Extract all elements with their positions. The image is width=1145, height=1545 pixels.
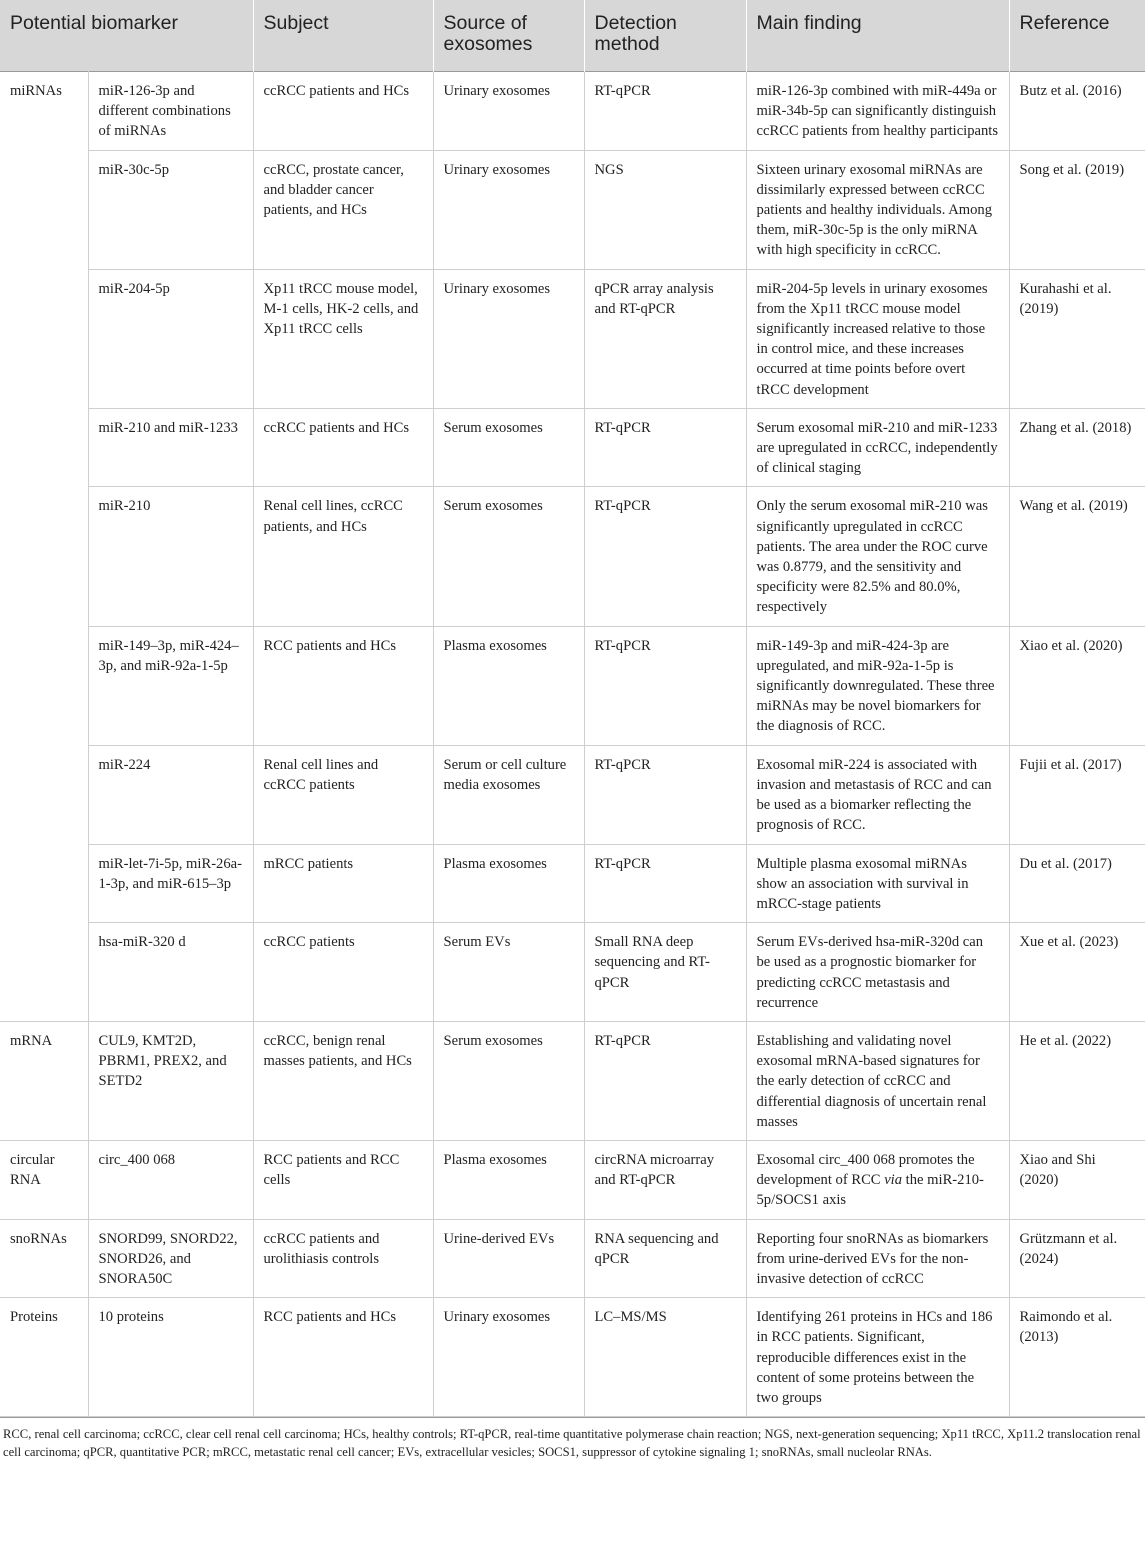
reference-cell: Xiao et al. (2020) xyxy=(1009,626,1145,745)
finding-cell: miR-204-5p levels in urinary exosomes from the Xp11 tRCC mouse model significantly increased relative to those in control mice, and these increases occurred at time points before overt tRCC development xyxy=(746,269,1009,408)
source-cell: Serum exosomes xyxy=(433,408,584,487)
finding-cell: miR-126-3p combined with miR-449a or miR-34b-5p can significantly distinguish ccRCC patients from healthy participants xyxy=(746,72,1009,151)
reference-cell: Song et al. (2019) xyxy=(1009,150,1145,269)
subject-cell: mRCC patients xyxy=(253,844,433,923)
biomarker-cell: miR-30c-5p xyxy=(88,150,253,269)
table-row xyxy=(0,1298,1145,1417)
subject-cell: ccRCC, prostate cancer, and bladder cancer patients, and HCs xyxy=(253,150,433,269)
source-cell: Urinary exosomes xyxy=(433,72,584,151)
subject-cell: RCC patients and HCs xyxy=(253,1298,433,1417)
reference-cell: Xue et al. (2023) xyxy=(1009,923,1145,1022)
biomarker-cell: miR-224 xyxy=(88,745,253,844)
reference-cell: Butz et al. (2016) xyxy=(1009,72,1145,151)
biomarker-cell: circ_400 068 xyxy=(88,1140,253,1219)
category-cell: miRNAs xyxy=(0,72,88,151)
category-cell xyxy=(0,923,88,1022)
reference-cell: Kurahashi et al. (2019) xyxy=(1009,269,1145,408)
method-cell: RT-qPCR xyxy=(584,745,746,844)
method-cell: Small RNA deep sequencing and RT-qPCR xyxy=(584,923,746,1022)
reference-cell: He et al. (2022) xyxy=(1009,1021,1145,1140)
table-row xyxy=(0,745,1145,844)
biomarker-cell: miR-149–3p, miR-424–3p, and miR-92a-1-5p xyxy=(88,626,253,745)
biomarker-cell: hsa-miR-320 d xyxy=(88,923,253,1022)
reference-cell: Wang et al. (2019) xyxy=(1009,487,1145,626)
header-subject: Subject xyxy=(253,0,433,72)
category-cell xyxy=(0,844,88,923)
finding-text-pre: Exosomal circ_400 068 promotes the development of RCC xyxy=(756,1151,975,1189)
table-row xyxy=(0,844,1145,923)
table-row xyxy=(0,1219,1145,1298)
table-row xyxy=(0,269,1145,408)
category-cell: Proteins xyxy=(0,1298,88,1417)
category-cell xyxy=(0,626,88,745)
table-row xyxy=(0,1021,1145,1140)
reference-cell: Zhang et al. (2018) xyxy=(1009,408,1145,487)
finding-cell: miR-149-3p and miR-424-3p are upregulated, and miR-92a-1-5p is significantly downregulated. These three miRNAs may be novel biomarkers for the diagnosis of RCC. xyxy=(746,626,1009,745)
category-cell xyxy=(0,408,88,487)
finding-cell: Establishing and validating novel exosomal mRNA-based signatures for the early detection of ccRCC and differential diagnosis of uncertain renal masses xyxy=(746,1021,1009,1140)
biomarker-cell: SNORD99, SNORD22, SNORD26, and SNORA50C xyxy=(88,1219,253,1298)
table-row xyxy=(0,626,1145,745)
source-cell: Urinary exosomes xyxy=(433,269,584,408)
method-cell: circRNA microarray and RT-qPCR xyxy=(584,1140,746,1219)
subject-cell: ccRCC patients xyxy=(253,923,433,1022)
subject-cell: RCC patients and RCC cells xyxy=(253,1140,433,1219)
method-cell: qPCR array analysis and RT-qPCR xyxy=(584,269,746,408)
finding-cell: Reporting four snoRNAs as biomarkers from urine-derived EVs for the non-invasive detection of ccRCC xyxy=(746,1219,1009,1298)
category-cell: circular RNA xyxy=(0,1140,88,1219)
source-cell: Urinary exosomes xyxy=(433,1298,584,1417)
subject-cell: ccRCC patients and HCs xyxy=(253,72,433,151)
table-row xyxy=(0,1140,1145,1219)
reference-cell: Xiao and Shi (2020) xyxy=(1009,1140,1145,1219)
finding-cell: Serum exosomal miR-210 and miR-1233 are upregulated in ccRCC, independently of clinical staging xyxy=(746,408,1009,487)
biomarker-cell: CUL9, KMT2D, PBRM1, PREX2, and SETD2 xyxy=(88,1021,253,1140)
subject-cell: ccRCC patients and HCs xyxy=(253,408,433,487)
subject-cell: Renal cell lines and ccRCC patients xyxy=(253,745,433,844)
method-cell: RT-qPCR xyxy=(584,408,746,487)
header-source-of-exosomes: Source of exosomes xyxy=(433,0,584,72)
table-header xyxy=(0,0,1145,72)
reference-cell: Grützmann et al. (2024) xyxy=(1009,1219,1145,1298)
category-cell xyxy=(0,269,88,408)
finding-text-italic: via xyxy=(884,1172,903,1189)
reference-cell: Fujii et al. (2017) xyxy=(1009,745,1145,844)
biomarker-cell: miR-126-3p and different combinations of miRNAs xyxy=(88,72,253,151)
header-potential-biomarker: Potential biomarker xyxy=(0,0,253,72)
source-cell: Plasma exosomes xyxy=(433,1140,584,1219)
method-cell: RT-qPCR xyxy=(584,626,746,745)
method-cell: NGS xyxy=(584,150,746,269)
method-cell: RT-qPCR xyxy=(584,844,746,923)
category-cell xyxy=(0,745,88,844)
finding-cell: Identifying 261 proteins in HCs and 186 in RCC patients. Significant, reproducible differences exist in the content of some proteins between the two groups xyxy=(746,1298,1009,1417)
source-cell: Serum exosomes xyxy=(433,1021,584,1140)
finding-cell: Exosomal miR-224 is associated with invasion and metastasis of RCC and can be used as a biomarker reflecting the prognosis of RCC. xyxy=(746,745,1009,844)
subject-cell: Renal cell lines, ccRCC patients, and HCs xyxy=(253,487,433,626)
subject-cell: ccRCC, benign renal masses patients, and HCs xyxy=(253,1021,433,1140)
biomarker-cell: miR-210 and miR-1233 xyxy=(88,408,253,487)
finding-cell: Sixteen urinary exosomal miRNAs are dissimilarly expressed between ccRCC patients and healthy individuals. Among them, miR-30c-5p is the only miRNA with high specificity in ccRCC. xyxy=(746,150,1009,269)
category-cell: snoRNAs xyxy=(0,1219,88,1298)
source-cell: Serum exosomes xyxy=(433,487,584,626)
finding-cell: Only the serum exosomal miR-210 was significantly upregulated in ccRCC patients. The area under the ROC curve was 0.8779, and the sensitivity and specificity were 82.5% and 80.0%, respectively xyxy=(746,487,1009,626)
biomarker-cell: 10 proteins xyxy=(88,1298,253,1417)
table-row xyxy=(0,150,1145,269)
source-cell: Urine-derived EVs xyxy=(433,1219,584,1298)
source-cell: Plasma exosomes xyxy=(433,626,584,745)
table-row xyxy=(0,923,1145,1022)
method-cell: LC–MS/MS xyxy=(584,1298,746,1417)
biomarker-cell: miR-204-5p xyxy=(88,269,253,408)
method-cell: RT-qPCR xyxy=(584,1021,746,1140)
reference-cell: Raimondo et al. (2013) xyxy=(1009,1298,1145,1417)
category-cell: mRNA xyxy=(0,1021,88,1140)
method-cell: RT-qPCR xyxy=(584,72,746,151)
biomarker-cell: miR-let-7i-5p, miR-26a-1-3p, and miR-615–3p xyxy=(88,844,253,923)
finding-cell xyxy=(746,1140,1009,1219)
table-footnote: RCC, renal cell carcinoma; ccRCC, clear cell renal cell carcinoma; HCs, healthy controls; RT-qPCR, real-time quantitative polymerase chain reaction; NGS, next-generation sequencing; Xp11 tRCC, Xp11.2 translocation renal cell carcinoma; qPCR, quantitative PCR; mRCC, metastatic renal cell cancer; EVs, extracellular vesicles; SOCS1, suppressor of cytokine signaling 1; snoRNAs, small nucleolar RNAs. xyxy=(0,1417,1145,1461)
table-body xyxy=(0,72,1145,1417)
category-cell xyxy=(0,150,88,269)
finding-cell: Serum EVs-derived hsa-miR-320d can be used as a prognostic biomarker for predicting ccRCC metastasis and recurrence xyxy=(746,923,1009,1022)
table-row xyxy=(0,487,1145,626)
method-cell: RT-qPCR xyxy=(584,487,746,626)
subject-cell: RCC patients and HCs xyxy=(253,626,433,745)
subject-cell: Xp11 tRCC mouse model, M-1 cells, HK-2 cells, and Xp11 tRCC cells xyxy=(253,269,433,408)
finding-text-post: the miR-210-5p/SOCS1 axis xyxy=(756,1172,984,1209)
reference-cell: Du et al. (2017) xyxy=(1009,844,1145,923)
finding-cell: Multiple plasma exosomal miRNAs show an association with survival in mRCC-stage patients xyxy=(746,844,1009,923)
category-cell xyxy=(0,487,88,626)
table-row xyxy=(0,408,1145,487)
source-cell: Plasma exosomes xyxy=(433,844,584,923)
header-detection-method: Detection method xyxy=(584,0,746,72)
subject-cell: ccRCC patients and urolithiasis controls xyxy=(253,1219,433,1298)
source-cell: Serum EVs xyxy=(433,923,584,1022)
header-main-finding: Main finding xyxy=(746,0,1009,72)
header-reference: Reference xyxy=(1009,0,1145,72)
method-cell: RNA sequencing and qPCR xyxy=(584,1219,746,1298)
source-cell: Serum or cell culture media exosomes xyxy=(433,745,584,844)
source-cell: Urinary exosomes xyxy=(433,150,584,269)
table-row xyxy=(0,72,1145,151)
biomarker-cell: miR-210 xyxy=(88,487,253,626)
